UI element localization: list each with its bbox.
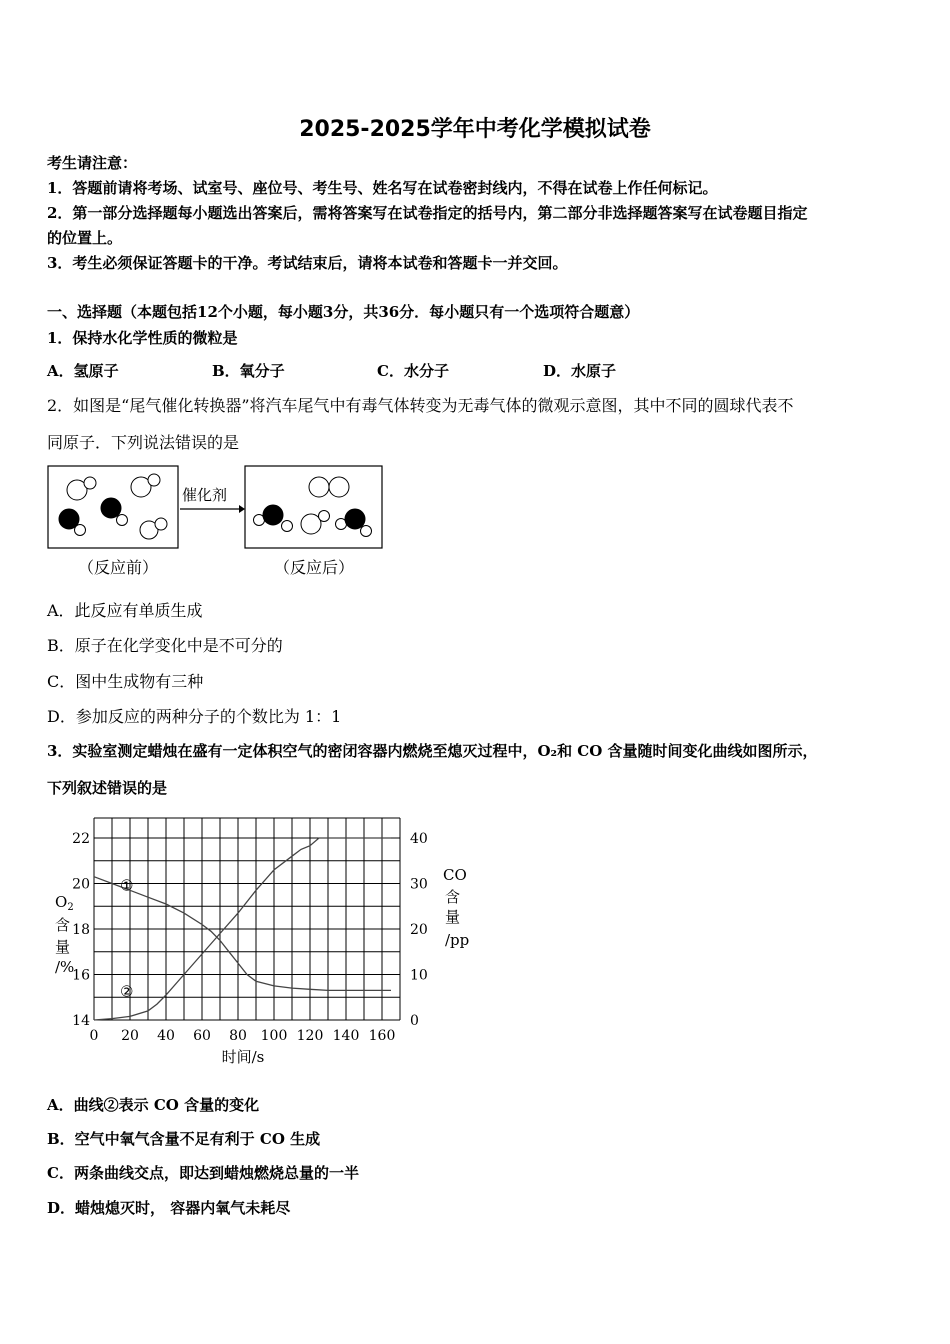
page-title: 2025-2025学年中考化学模拟试卷 — [299, 117, 651, 142]
q2-stem-line2: 同原子．下列说法错误的是 — [47, 433, 240, 452]
y-right-label-line2: 含 — [445, 888, 461, 906]
x-tick-label: 160 — [368, 1028, 396, 1044]
x-tick-label: 100 — [260, 1028, 288, 1044]
notice-heading: 考生请注意： — [47, 154, 138, 172]
y-left-tick-label: 20 — [72, 876, 90, 893]
x-tick-label: 0 — [89, 1028, 99, 1044]
atom-hollow-small — [117, 515, 128, 526]
notice-item-2: 2．第一部分选择题每小题选出答案后，需将答案写在试卷指定的括号内，第二部分非选择题答案写在试卷题目指定 — [47, 204, 808, 222]
chart-ticks — [72, 831, 428, 1044]
atom-hollow-small — [84, 477, 96, 489]
y-left-label-line2: 含 — [55, 916, 71, 934]
y-left-tick-label: 16 — [72, 967, 90, 984]
atom-black — [263, 505, 283, 525]
y-right-tick-label: 0 — [410, 1013, 419, 1029]
y-left-tick-label: 14 — [72, 1013, 90, 1029]
atom-hollow-small — [148, 474, 160, 486]
q3-option-c[interactable]: C．两条曲线交点，即达到蜡烛燃烧总量的一半 — [47, 1164, 359, 1182]
series-label-1: ① — [120, 876, 134, 895]
q2-stem-line1: 2．如图是“尾气催化转换器”将汽车尾气中有毒气体转变为无毒气体的微观示意图，其中不同的圆球代表不 — [47, 396, 794, 415]
q3-stem-line1: 3．实验室测定蜡烛在盛有一定体积空气的密闭容器内燃烧至熄灭过程中，O₂和 CO 含量随时间变化曲线如图所示， — [47, 742, 818, 760]
x-tick-label: 140 — [332, 1028, 360, 1044]
atom-hollow — [301, 514, 321, 534]
x-tick-label: 20 — [121, 1028, 139, 1044]
y-left-label-line4: /% — [55, 958, 75, 976]
y-left-label-line3: 量 — [55, 938, 71, 956]
q2-option-d[interactable]: D．参加反应的两种分子的个数比为 1：1 — [47, 707, 342, 726]
x-tick-label: 120 — [296, 1028, 324, 1044]
atom-hollow-small — [155, 518, 167, 530]
chart-grid — [94, 818, 400, 1020]
atom-hollow — [329, 477, 349, 497]
x-tick-label: 40 — [157, 1028, 175, 1044]
section-heading: 一、选择题（本题包括12个小题，每小题3分，共36分．每小题只有一个选项符合题意） — [47, 303, 640, 321]
notice-item-1: 1．答题前请将考场、试室号、座位号、考生号、姓名写在试卷密封线内，不得在试卷上作任何标记。 — [47, 179, 718, 197]
x-tick-label: 80 — [229, 1028, 247, 1044]
y-right-label-co: CO — [443, 866, 467, 884]
q3-line-chart — [40, 812, 480, 1074]
notice-item-3: 3．考生必须保证答题卡的干净。考试结束后，请将本试卷和答题卡一并交回。 — [47, 254, 568, 272]
y-right-tick-label: 40 — [410, 831, 428, 847]
after-label: （反应后） — [274, 558, 355, 577]
atom-black — [101, 498, 121, 518]
x-axis-label: 时间/s — [221, 1048, 265, 1066]
y-right-label-line4: /pp — [445, 931, 470, 949]
q1-options — [0, 360, 950, 382]
q1-option-c[interactable]: C．水分子 — [377, 362, 449, 380]
q2-option-b[interactable]: B．原子在化学变化中是不可分的 — [47, 636, 283, 655]
atom-hollow-small — [282, 521, 293, 532]
q3-option-b[interactable]: B．空气中氧气含量不足有利于 CO 生成 — [47, 1130, 321, 1148]
y-right-tick-label: 10 — [410, 967, 428, 984]
y-left-tick-label: 22 — [72, 831, 90, 847]
atom-hollow — [309, 477, 329, 497]
x-tick-label: 60 — [193, 1028, 211, 1044]
notice-item-2-cont: 的位置上。 — [47, 229, 123, 247]
y-right-tick-label: 20 — [410, 922, 428, 938]
atom-hollow-small — [75, 525, 86, 536]
q3-option-d[interactable]: D．蜡烛熄灭时， 容器内氧气未耗尽 — [47, 1199, 291, 1217]
y-left-label-o2: $O_2$ — [55, 893, 74, 913]
arrow-head — [239, 505, 245, 513]
q1-option-a[interactable]: A．氢原子 — [47, 362, 119, 380]
arrow-label: 催化剂 — [182, 486, 228, 504]
q1-stem: 1．保持水化学性质的微粒是 — [47, 329, 238, 347]
q2-option-a[interactable]: A．此反应有单质生成 — [47, 601, 203, 620]
before-label: （反应前） — [78, 558, 159, 577]
q2-option-c[interactable]: C．图中生成物有三种 — [47, 672, 204, 691]
atom-hollow-small — [361, 526, 372, 537]
q1-option-d[interactable]: D．水原子 — [543, 362, 617, 380]
y-right-tick-label: 30 — [410, 876, 428, 893]
y-left-tick-label: 18 — [72, 922, 90, 938]
q1-option-b[interactable]: B．氧分子 — [212, 362, 285, 380]
q3-stem-line2: 下列叙述错误的是 — [47, 779, 168, 797]
series-label-2: ② — [120, 982, 134, 1001]
atom-black — [345, 509, 365, 529]
q2-reaction-diagram — [44, 460, 389, 585]
y-right-label-line3: 量 — [445, 908, 461, 926]
atom-hollow-small — [319, 511, 330, 522]
q3-option-a[interactable]: A．曲线②表示 CO 含量的变化 — [47, 1096, 260, 1114]
